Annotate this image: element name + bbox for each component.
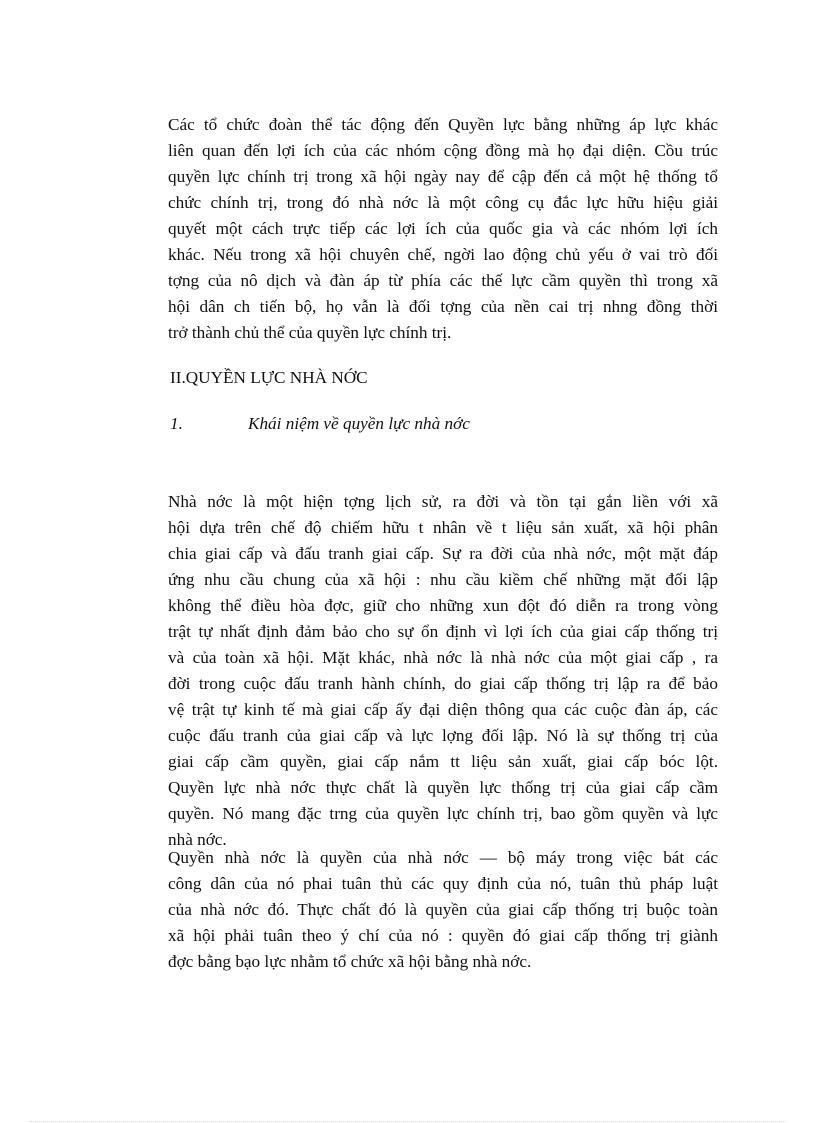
page-bottom-divider (30, 1121, 786, 1122)
text-line: quyết một cách trực tiếp các lợi ích của quốc gia và các nhóm lợi ích (168, 219, 718, 238)
text-line: hội dân ch tiến bộ, họ vẫn là đối tợng của nền cai trị nhng đồng thời (168, 297, 718, 316)
paragraph-state-concept (168, 489, 718, 853)
text-line: đợc bằng bạo lực nhằm tổ chức xã hội bằng nhà nớc. (168, 952, 532, 971)
text-line: đời trong cuộc đấu tranh hành chính, do giai cấp thống trị lập ra để bảo (168, 674, 718, 693)
text-line: giai cấp cầm quyền, giai cấp nắm tt liệu sản xuất, giai cấp bóc lột. (168, 752, 718, 771)
text-line: vệ trật tự kinh tế mà giai cấp ấy đại diện thông qua các cuộc đàn áp, các (168, 700, 718, 719)
text-line: Nhà nớc là một hiện tợng lịch sử, ra đời và tồn tại gắn liền với xã (168, 492, 718, 511)
text-line: Quyền nhà nớc là quyền của nhà nớc — bộ máy trong việc bát các (168, 848, 718, 867)
paragraph-state-power (168, 845, 718, 975)
text-line: khác. Nếu trong xã hội chuyên chế, ngời lao động chủ yếu ở vai trò đối (168, 245, 718, 264)
text-line: của nhà nớc đó. Thực chất đó là quyền của giai cấp thống trị buộc toàn (168, 900, 718, 919)
text-line: hội dựa trên chế độ chiếm hữu t nhân về t liệu sản xuất, xã hội phân (168, 518, 718, 537)
text-line: trở thành chủ thể của quyền lực chính trị. (168, 323, 452, 342)
text-line: quyền lực chính trị trong xã hội ngày nay để cập đến cả một hệ thống tổ (168, 167, 718, 186)
text-line: chức chính trị, trong đó nhà nớc là một công cụ đắc lực hữu hiệu giải (168, 193, 718, 212)
text-line: không thể điều hòa đợc, giữ cho những xun đột đó diễn ra trong vòng (168, 596, 718, 615)
text-line: nhà nớc. (168, 830, 227, 849)
text-line: cuộc đấu tranh của giai cấp và lực lợng đối lập. Nó là sự thống trị của (168, 726, 718, 745)
subsection-number: 1. (170, 414, 183, 433)
text-line: liên quan đến lợi ích của các nhóm cộng đồng mà họ đại diện. Cồu trúc (168, 141, 718, 160)
text-line: quyền. Nó mang đặc trng của quyền lực chính trị, bao gồm quyền và lực (168, 804, 718, 823)
text-line: trật tự nhất định đảm bảo cho sự ổn định vì lợi ích của giai cấp thống trị (168, 622, 718, 641)
text-line: công dân của nó phai tuân thủ các quy định của nó, tuân thủ pháp luật (168, 874, 718, 893)
text-line: xã hội phải tuân theo ý chí của nó : quyền đó giai cấp thống trị giành (168, 926, 718, 945)
text-line: và của toàn xã hội. Mặt khác, nhà nớc là nhà nớc của một giai cấp , ra (168, 648, 718, 667)
text-line: chia giai cấp và đấu tranh giai cấp. Sự ra đời của nhà nớc, một mặt đáp (168, 544, 718, 563)
subsection-title: Khái niệm về quyền lực nhà nớc (248, 414, 470, 433)
section-heading: II.QUYỀN LỰC NHÀ NỚC (170, 368, 368, 387)
text-line: Các tổ chức đoàn thể tác động đến Quyền lực bằng những áp lực khác (168, 115, 718, 134)
text-line: Quyền lực nhà nớc thực chất là quyền lực thống trị của giai cấp cầm (168, 778, 718, 797)
text-line: tợng của nô dịch và đàn áp từ phía các thế lực cầm quyền thì trong xã (168, 271, 718, 290)
text-line: ứng nhu cầu chung của xã hội : nhu cầu kiềm chế những mặt đối lập (168, 570, 718, 589)
paragraph-intro (168, 112, 718, 346)
